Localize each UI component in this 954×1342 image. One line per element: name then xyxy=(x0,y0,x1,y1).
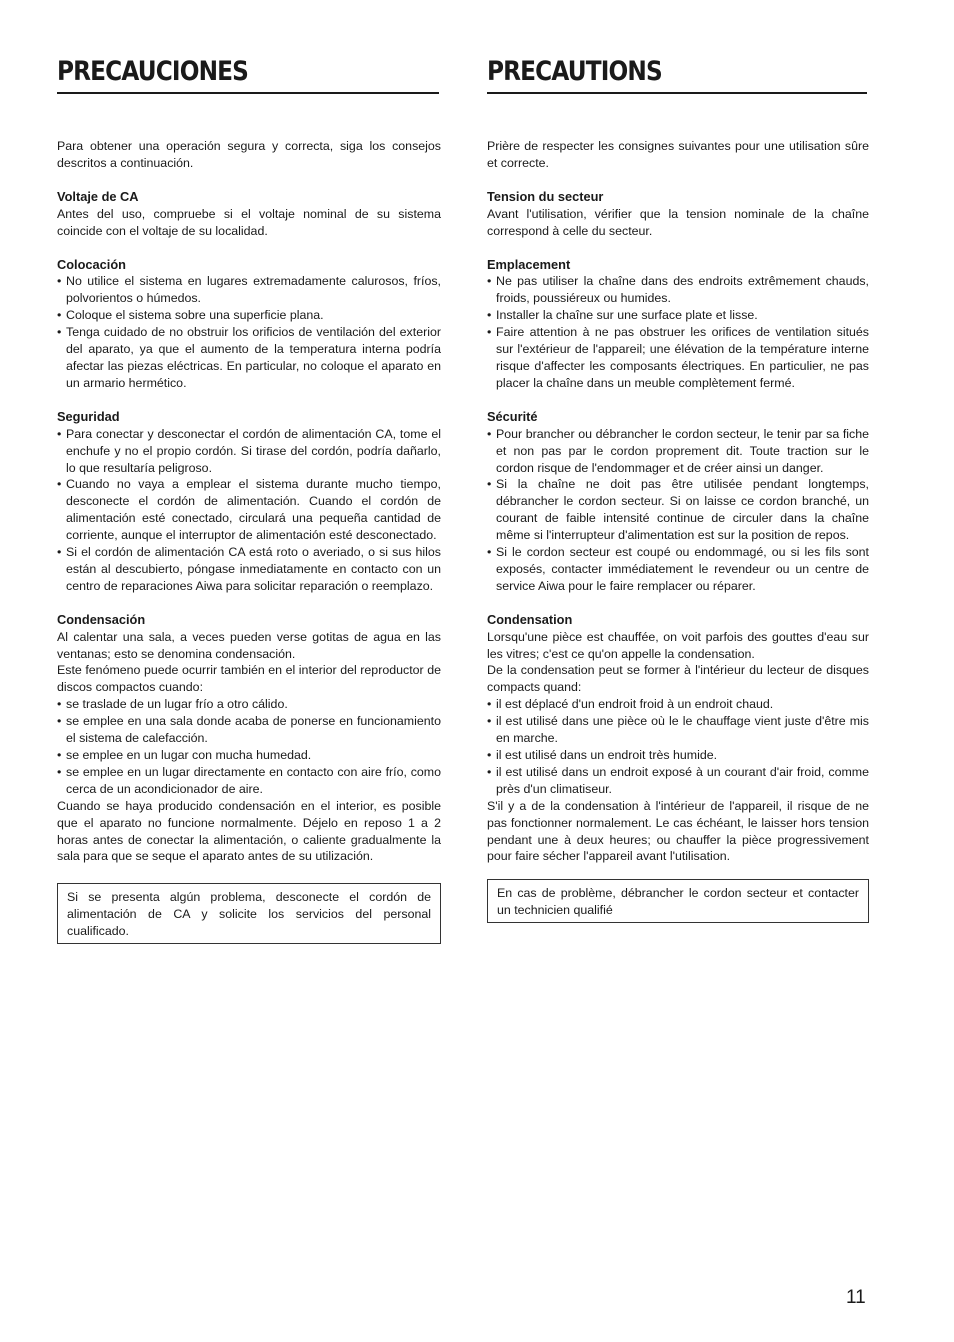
paragraph-condensation-1: Lorsqu'une pièce est chauffée, on voit parfois des gouttes d'eau sur les vitres; c'est ce qu'on appelle la condensation. xyxy=(487,629,869,661)
notice-box-french xyxy=(487,879,869,923)
paragraph-condensacion-after: Cuando se haya producido condensación en el interior, es posible que el aparato no funcione normalmente. Déjelo en reposo 1 a 2 horas antes de conectar la alimentación, o caliente gradualmente la sala para que se seque el aparato antes de su utilización. xyxy=(57,798,441,864)
notice-box-spanish xyxy=(57,883,441,944)
list-item: • il est utilisé dans une pièce où le le chauffage vient juste d'être mis en marche. xyxy=(487,713,869,747)
list-colocacion xyxy=(57,273,441,391)
list-condensation xyxy=(487,696,869,797)
page-title-french: PRECAUTIONS xyxy=(487,56,662,87)
heading-condensation: Condensation xyxy=(487,611,573,627)
list-item: • Tenga cuidado de no obstruir los orificios de ventilación del exterior del aparato, ya que el aumento de la temperatura interna podría afectar las piezas eléctricas. En particular, no coloque el aparato en un armario hermético. xyxy=(57,324,441,392)
list-item: • il est déplacé d'un endroit froid à un endroit chaud. xyxy=(487,696,869,713)
title-rule-french xyxy=(487,92,867,94)
list-item: • Pour brancher ou débrancher le cordon secteur, le tenir par sa fiche et non pas par le cordon proprement dit. Toute traction sur le cordon risque de l'endommager et de créer ainsi un danger. xyxy=(487,426,869,477)
page-number: 11 xyxy=(846,1287,866,1308)
heading-securite: Sécurité xyxy=(487,408,538,424)
intro-spanish: Para obtener una operación segura y correcta, siga los consejos descritos a continuación. xyxy=(57,139,441,170)
page-title-spanish: PRECAUCIONES xyxy=(57,56,249,87)
list-item: • il est utilisé dans un endroit très humide. xyxy=(487,747,869,764)
list-item: • il est utilisé dans un endroit exposé à un courant d'air froid, comme près d'un climatiseur. xyxy=(487,764,869,798)
list-item: • Cuando no vaya a emplear el sistema durante mucho tiempo, desconecte el cordón de alimentación. Cuando el cordón de alimentación esté conectado, circulará una pequeña cantidad de corriente, aunque el interruptor de alimentación esté desconectado. xyxy=(57,476,441,544)
heading-seguridad: Seguridad xyxy=(57,408,120,424)
heading-tension-secteur: Tension du secteur xyxy=(487,188,604,204)
list-emplacement xyxy=(487,273,869,391)
intro-french: Prière de respecter les consignes suivantes pour une utilisation sûre et correcte. xyxy=(487,139,869,170)
list-item: • Si la chaîne ne doit pas être utilisée pendant longtemps, débrancher le cordon secteur. Si on laisse ce cordon branché, un courant de faible intensité continue de circuler dans la chaîne même si l'interrupteur d'alimentation est sur la position de repos. xyxy=(487,476,869,544)
list-condensacion xyxy=(57,696,441,797)
heading-colocacion: Colocación xyxy=(57,256,126,272)
heading-condensacion: Condensación xyxy=(57,611,146,627)
paragraph-condensation-2: De la condensation peut se former à l'intérieur du lecteur de disques compacts quand: xyxy=(487,663,869,695)
list-item: • Ne pas utiliser la chaîne dans des endroits extrêmement chauds, froids, poussiéreux ou humides. xyxy=(487,273,869,307)
list-securite xyxy=(487,426,869,595)
list-item: • se emplee en una sala donde acaba de ponerse en funcionamiento el sistema de calefacción. xyxy=(57,713,441,747)
list-item: • se traslade de un lugar frío a otro cálido. xyxy=(57,696,441,713)
notice-text-spanish: Si se presenta algún problema, desconecte el cordón de alimentación de CA y solicite los servicios del personal cualificado. xyxy=(67,890,431,939)
spanish-column xyxy=(57,56,441,944)
list-item: • Si el cordón de alimentación CA está roto o averiado, o si sus hilos están al descubierto, póngase inmediatamente en contacto con un centro de reparaciones Aiwa para solicitar reparación o reemplazo. xyxy=(57,544,441,595)
heading-emplacement: Emplacement xyxy=(487,256,571,272)
paragraph-voltaje-ca: Antes del uso, compruebe si el voltaje nominal de su sistema coincide con el voltaje de su localidad. xyxy=(57,206,441,238)
list-item: • Installer la chaîne sur une surface plate et lisse. xyxy=(487,307,869,324)
list-item: • se emplee en un lugar directamente en contacto con aire frío, como cerca de un acondicionador de aire. xyxy=(57,764,441,798)
list-seguridad xyxy=(57,426,441,595)
paragraph-condensacion-2: Este fenómeno puede ocurrir también en el interior del reproductor de discos compactos cuando: xyxy=(57,663,441,695)
french-column xyxy=(487,56,869,923)
paragraph-condensation-after: S'il y a de la condensation à l'intérieur de l'appareil, il risque de ne pas fonctionner normalement. Le cas échéant, le laisser hors tension pendant une à deux heures; ou chauffer la pièce progressivement pour faire sécher l'appareil avant l'utilisation. xyxy=(487,798,869,864)
list-item: • se emplee en un lugar con mucha humedad. xyxy=(57,747,441,764)
title-rule-spanish xyxy=(57,92,439,94)
paragraph-tension-secteur: Avant l'utilisation, vérifier que la tension nominale de la chaîne correspond à celle du secteur. xyxy=(487,206,869,238)
list-item: • Para conectar y desconectar el cordón de alimentación CA, tome el enchufe y no el propio cordón. Si tirase del cordón, podría dañarlo, lo que resultaría peligroso. xyxy=(57,426,441,477)
heading-voltaje-ca: Voltaje de CA xyxy=(57,188,139,204)
list-item: • Coloque el sistema sobre una superficie plana. xyxy=(57,307,441,324)
list-item: • No utilice el sistema en lugares extremadamente calurosos, fríos, polvorientos o húmedos. xyxy=(57,273,441,307)
notice-text-french: En cas de problème, débrancher le cordon secteur et contacter un technicien qualifié xyxy=(497,886,859,918)
list-item: • Faire attention à ne pas obstruer les orifices de ventilation situés sur l'extérieur de l'appareil; une élévation de la température interne risque d'affecter les composants électriques. En particulier, ne pas placer la chaîne dans un meuble complètement fermé. xyxy=(487,324,869,392)
list-item: • Si le cordon secteur est coupé ou endommagé, ou si les fils sont exposés, contacter immédiatement le revendeur ou un centre de service Aiwa pour le faire remplacer ou réparer. xyxy=(487,544,869,595)
paragraph-condensacion-1: Al calentar una sala, a veces pueden verse gotitas de agua en las ventanas; esto se denomina condensación. xyxy=(57,629,441,661)
